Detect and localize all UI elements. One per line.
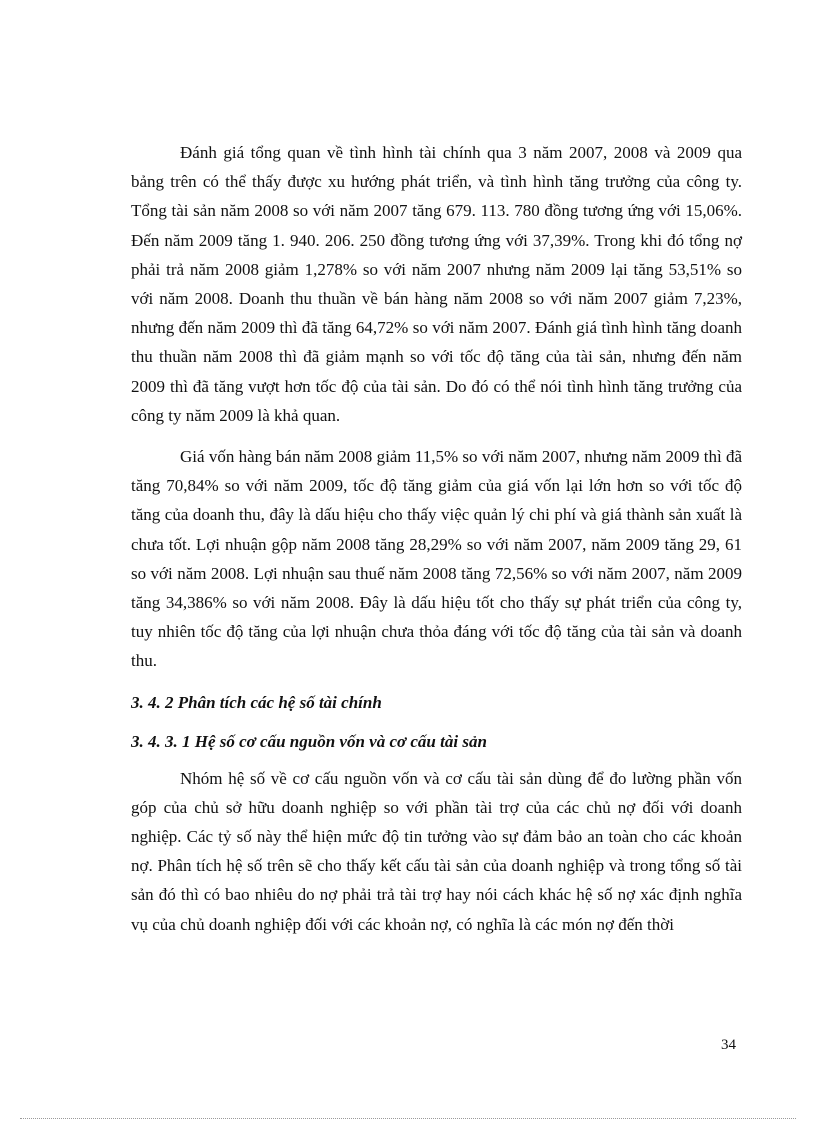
paragraph-financial-overview: Đánh giá tổng quan về tình hình tài chính qua 3 năm 2007, 2008 và 2009 qua bảng trên có thể thấy được xu hướng phát triển, và tình hình tăng trưởng của công ty. Tổng tài sản năm 2008 so với năm 2007 tăng 679. 113. 780 đồng tương ứng với 15,06%. Đến năm 2009 tăng 1. 940. 206. 250 đồng tương ứng với 37,39%. Trong khi đó tổng nợ phải trả năm 2008 giảm 1,278% so với năm 2007 nhưng năm 2009 lại tăng 53,51% so với năm 2008. Doanh thu thuần về bán hàng năm 2008 so với năm 2007 giảm 7,23%, nhưng đến năm 2009 thì đã tăng 64,72% so với năm 2007. Đánh giá tình hình tăng doanh thu thuần năm 2008 thì đã giảm mạnh so với tốc độ tăng của tài sản, nhưng đến năm 2009 thì đã tăng vượt hơn tốc độ của tài sản. Do đó có thể nói tình hình tăng trưởng của công ty năm 2009 là khả quan. bbox=[131, 143, 742, 425]
page-body bbox=[131, 138, 742, 951]
page-number: 34 bbox=[721, 1037, 736, 1053]
paragraph-cost-and-profit: Giá vốn hàng bán năm 2008 giảm 11,5% so với năm 2007, nhưng năm 2009 thì đã tăng 70,84% so với năm 2009, tốc độ tăng giảm của giá vốn lại lớn hơn so với tốc độ tăng của doanh thu, đây là dấu hiệu cho thấy việc quản lý chi phí và giá thành sản xuất là chưa tốt. Lợi nhuận gộp năm 2008 tăng 28,29% so với năm 2007, năm 2009 tăng 29, 61 so với năm 2008. Lợi nhuận sau thuế năm 2008 tăng 72,56% so với năm 2007, năm 2009 tăng 34,386% so với năm 2008. Đây là dấu hiệu tốt cho thấy sự phát triển của công ty, tuy nhiên tốc độ tăng của lợi nhuận chưa thỏa đáng với tốc độ tăng của tài sản và doanh thu. bbox=[131, 447, 742, 671]
paragraph-capital-structure: Nhóm hệ số về cơ cấu nguồn vốn và cơ cấu tài sản dùng để đo lường phần vốn góp của chủ sở hữu doanh nghiệp so với phần tài trợ của các chủ nợ đối với doanh nghiệp. Các tỷ số này thể hiện mức độ tin tưởng vào sự đảm bảo an toàn cho các khoản nợ. Phân tích hệ số trên sẽ cho thấy kết cấu tài sản của doanh nghiệp và trong tổng số tài sản đó thì có bao nhiêu do nợ phải trả tài trợ hay nói cách khác hệ số nợ xác định nghĩa vụ của chủ doanh nghiệp đối với các khoản nợ, có nghĩa là các món nợ đến thời bbox=[131, 768, 742, 934]
subsection-heading: 3. 4. 3. 1 Hệ số cơ cấu nguồn vốn và cơ cấu tài sản bbox=[131, 731, 487, 751]
section-heading: 3. 4. 2 Phân tích các hệ số tài chính bbox=[131, 692, 382, 712]
page-bottom-divider bbox=[20, 1118, 796, 1119]
